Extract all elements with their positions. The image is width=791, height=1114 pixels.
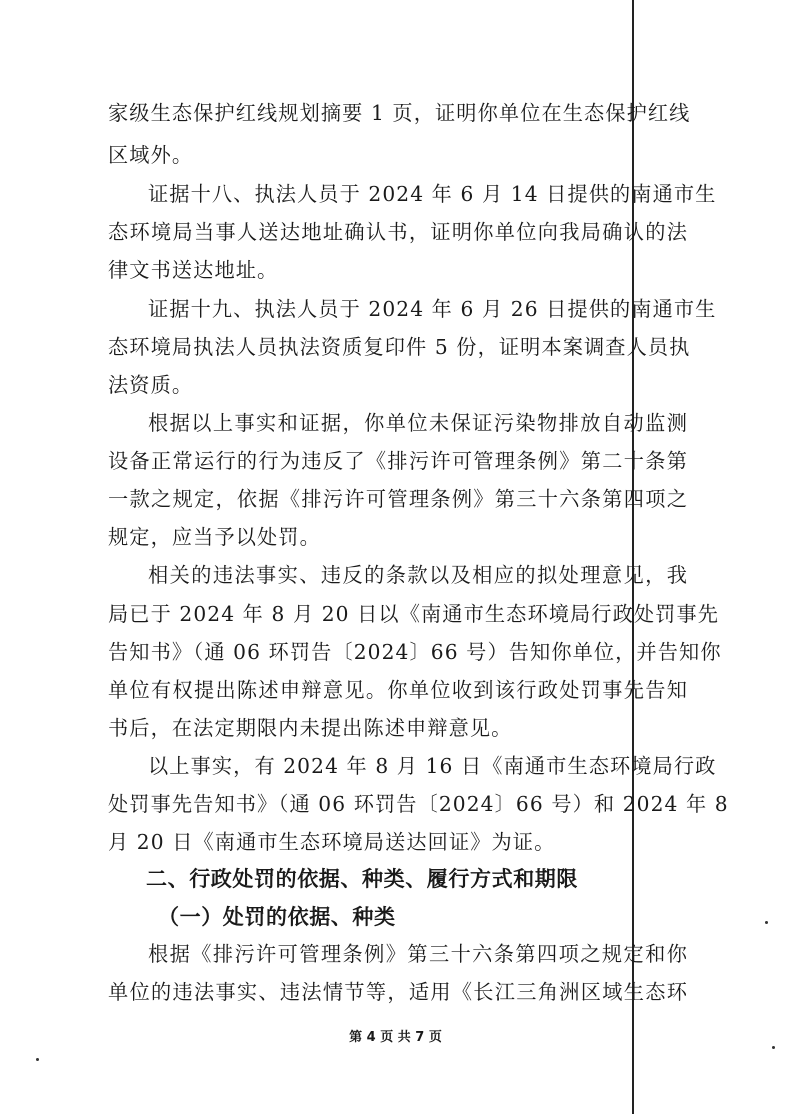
text-line: 根据以上事实和证据，你单位未保证污染物排放自动监测	[148, 411, 688, 435]
text-line: 一款之规定，依据《排污许可管理条例》第三十六条第四项之	[108, 487, 688, 511]
text-line: 相关的违法事实、违反的条款以及相应的拟处理意见，我	[148, 563, 688, 587]
text-line: 证据十九、执法人员于 2024 年 6 月 26 日提供的南通市生	[148, 297, 717, 321]
text-line: 单位有权提出陈述申辩意见。你单位收到该行政处罚事先告知	[108, 678, 688, 702]
scan-speck	[772, 1046, 775, 1049]
text-line: 书后，在法定期限内未提出陈述申辩意见。	[108, 716, 513, 740]
text-line: 态环境局执法人员执法资质复印件 5 份，证明本案调查人员执	[108, 335, 691, 359]
text-line: 处罚事先告知书》（通 06 环罚告〔2024〕66 号）和 2024 年 8	[108, 792, 729, 816]
page-footer: 第 4 页 共 7 页	[349, 1030, 442, 1045]
text-line: 家级生态保护红线规划摘要 1 页，证明你单位在生态保护红线	[108, 101, 691, 125]
text-line: 告知书》（通 06 环罚告〔2024〕66 号）告知你单位，并告知你	[108, 640, 722, 664]
text-line: 局已于 2024 年 8 月 20 日以《南通市生态环境局行政处罚事先	[108, 602, 720, 626]
text-line: 单位的违法事实、违法情节等，适用《长江三角洲区域生态环	[108, 980, 688, 1004]
scan-speck	[765, 921, 768, 924]
text-line: 设备正常运行的行为违反了《排污许可管理条例》第二十条第	[108, 449, 688, 473]
section-heading: 二、行政处罚的依据、种类、履行方式和期限	[146, 867, 578, 891]
text-line: 根据《排污许可管理条例》第三十六条第四项之规定和你	[148, 942, 688, 966]
subsection-heading: （一）处罚的依据、种类	[158, 905, 396, 929]
text-line: 规定，应当予以处罚。	[108, 525, 321, 549]
text-line: 以上事实，有 2024 年 8 月 16 日《南通市生态环境局行政	[148, 754, 717, 778]
text-line: 月 20 日《南通市生态环境局送达回证》为证。	[108, 830, 556, 854]
text-line: 律文书送达地址。	[108, 258, 279, 282]
text-line: 证据十八、执法人员于 2024 年 6 月 14 日提供的南通市生	[148, 182, 717, 206]
text-line: 法资质。	[108, 373, 194, 397]
text-line: 区域外。	[108, 143, 194, 167]
scan-speck	[36, 1058, 39, 1061]
text-line: 态环境局当事人送达地址确认书，证明你单位向我局确认的法	[108, 220, 688, 244]
